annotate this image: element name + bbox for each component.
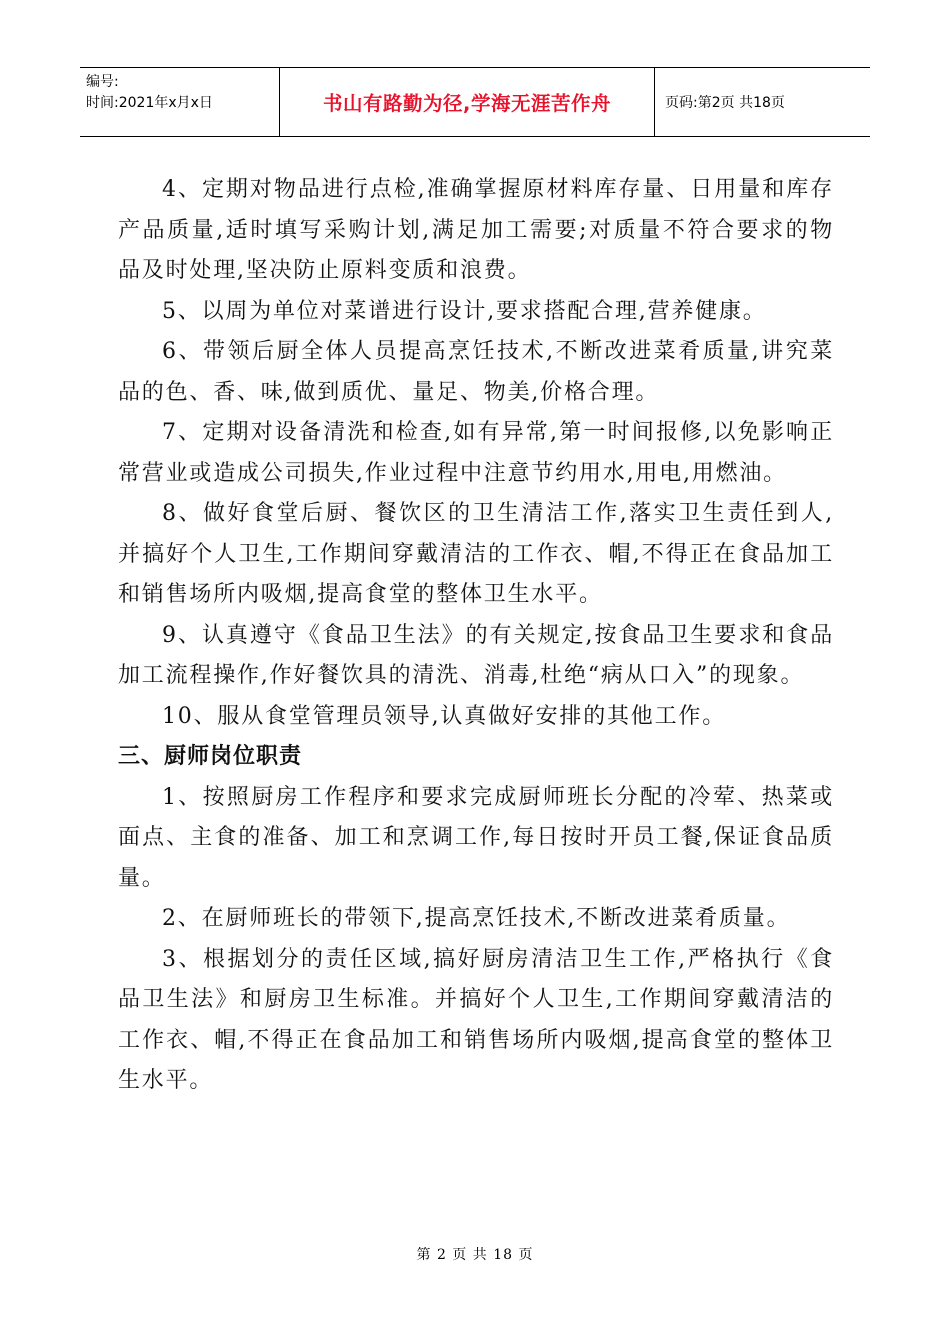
document-number-label: 编号: <box>86 74 119 90</box>
paragraph-item-5: 5、以周为单位对菜谱进行设计,要求搭配合理,营养健康。 <box>162 298 767 324</box>
header-motto: 书山有路勤为径,学海无涯苦作舟 <box>280 68 655 136</box>
paragraph-item-9: 9、认真遵守《食品卫生法》的有关规定,按食品卫生要求和食品加工流程操作,作好餐饮具的清洗、消毒,杜绝“病从口入”的现象。 <box>118 622 834 688</box>
paragraph-item-6: 6、带领后厨全体人员提高烹饪技术,不断改进菜肴质量,讲究菜品的色、香、味,做到质优、量足、物美,价格合理。 <box>118 339 834 405</box>
paragraph-item-7: 7、定期对设备清洗和检查,如有异常,第一时间报修,以免影响正常营业或造成公司损失,作业过程中注意节约用水,用电,用燃油。 <box>118 420 834 486</box>
section-paragraph-1: 1、按照厨房工作程序和要求完成厨师班长分配的冷荤、热菜或面点、主食的准备、加工和烹调工作,每日按时开员工餐,保证食品质量。 <box>118 784 834 891</box>
document-date-label: 时间:2021年x月x日 <box>86 95 213 111</box>
section-heading: 三、厨师岗位职责 <box>118 744 303 769</box>
header-meta <box>80 68 280 136</box>
page-footer: 第 2 页 共 18 页 <box>416 1247 534 1263</box>
paragraph-item-8: 8、做好食堂后厨、餐饮区的卫生清洁工作,落实卫生责任到人,并搞好个人卫生,工作期间穿戴清洁的工作衣、帽,不得正在食品加工和销售场所内吸烟,提高食堂的整体卫生水平。 <box>118 501 834 607</box>
paragraph-item-10: 10、服从食堂管理员领导,认真做好安排的其他工作。 <box>162 703 726 729</box>
page-header <box>80 67 870 137</box>
section-paragraph-2: 2、在厨师班长的带领下,提高烹饪技术,不断改进菜肴质量。 <box>162 906 791 931</box>
document-body <box>118 170 834 1102</box>
section-paragraph-3: 3、根据划分的责任区域,搞好厨房清洁卫生工作,严格执行《食品卫生法》和厨房卫生标准。并搞好个人卫生,工作期间穿戴清洁的工作衣、帽,不得正在食品加工和销售场所内吸烟,提高食堂的整体卫生水平。 <box>118 946 834 1093</box>
paragraph-item-4: 4、定期对物品进行点检,准确掌握原材料库存量、日用量和库存产品质量,适时填写采购计划,满足加工需要;对质量不符合要求的物品及时处理,坚决防止原料变质和浪费。 <box>118 177 834 283</box>
header-page-info: 页码:第2页 共18页 <box>665 95 785 111</box>
